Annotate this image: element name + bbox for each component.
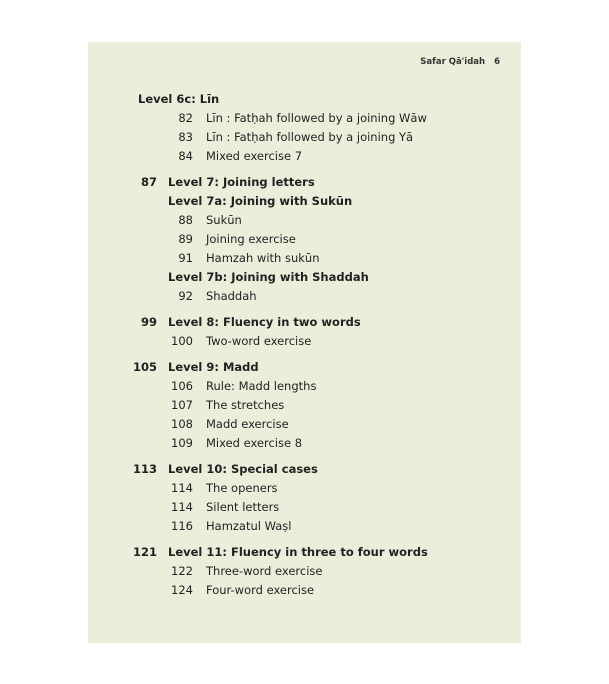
toc-entry	[88, 211, 521, 230]
toc-page-number: 109	[171, 436, 193, 450]
toc-entry	[88, 147, 521, 166]
toc-title: Hamzah with sukūn	[206, 251, 320, 265]
toc-page-number: 100	[171, 334, 193, 348]
toc-entry	[88, 377, 521, 396]
toc-entry	[88, 517, 521, 536]
toc-page-number: 107	[171, 398, 193, 412]
toc-section-heading	[88, 313, 521, 332]
toc-entry	[88, 109, 521, 128]
toc-section-heading	[88, 268, 521, 287]
toc-page-number: 114	[171, 481, 193, 495]
toc-page-number: 124	[171, 583, 193, 597]
toc-entry	[88, 396, 521, 415]
toc-title: Level 8: Fluency in two words	[168, 315, 361, 329]
toc-page-number: 91	[178, 251, 193, 265]
toc-title: Rule: Madd lengths	[206, 379, 317, 393]
toc-page-number: 108	[171, 417, 193, 431]
toc-page-number: 99	[140, 315, 157, 329]
toc-page-number: 89	[178, 232, 193, 246]
table-of-contents	[88, 90, 521, 600]
toc-entry	[88, 230, 521, 249]
toc-page-number: 114	[171, 500, 193, 514]
toc-title: Level 6c: Līn	[138, 92, 220, 106]
toc-title: Level 11: Fluency in three to four words	[168, 545, 428, 559]
toc-title: Līn : Fatḥah followed by a joining Wāw	[206, 111, 427, 125]
toc-title: Mixed exercise 8	[206, 436, 303, 450]
book-title: Safar Qā'idah	[420, 57, 486, 67]
toc-title: Level 7b: Joining with Shaddah	[168, 270, 369, 284]
toc-page-number: 116	[171, 519, 193, 533]
toc-title: Joining exercise	[206, 232, 296, 246]
toc-title: Two-word exercise	[206, 334, 312, 348]
toc-entry	[88, 415, 521, 434]
toc-page-number: 106	[171, 379, 193, 393]
toc-page-number: 82	[178, 111, 193, 125]
toc-entry	[88, 581, 521, 600]
toc-title: The stretches	[206, 398, 285, 412]
toc-entry	[88, 434, 521, 453]
toc-entry	[88, 128, 521, 147]
toc-page-number: 87	[140, 175, 157, 189]
toc-title: Level 9: Madd	[168, 360, 259, 374]
toc-title: The openers	[206, 481, 278, 495]
toc-title: Level 10: Special cases	[168, 462, 318, 476]
toc-section-heading	[88, 543, 521, 562]
toc-page-number: 105	[132, 360, 157, 374]
toc-title: Mixed exercise 7	[206, 149, 303, 163]
toc-section-heading	[88, 460, 521, 479]
toc-title: Level 7: Joining letters	[168, 175, 315, 189]
toc-section-heading	[88, 358, 521, 377]
toc-entry	[88, 562, 521, 581]
toc-page-number: 121	[132, 545, 157, 559]
toc-entry	[88, 332, 521, 351]
toc-section-heading	[88, 192, 521, 211]
toc-title: Shaddah	[206, 289, 257, 303]
toc-page-number: 83	[178, 130, 193, 144]
toc-entry	[88, 287, 521, 306]
toc-title: Hamzatul Waṣl	[206, 519, 292, 533]
page-number: 6	[494, 57, 500, 67]
running-header	[420, 57, 500, 67]
toc-title: Silent letters	[206, 500, 280, 514]
toc-section-heading	[88, 90, 521, 109]
toc-page-number: 84	[178, 149, 193, 163]
toc-page-number: 113	[132, 462, 157, 476]
toc-title: Level 7a: Joining with Sukūn	[168, 194, 353, 208]
toc-title: Madd exercise	[206, 417, 289, 431]
toc-title: Three-word exercise	[206, 564, 323, 578]
toc-title: Four-word exercise	[206, 583, 315, 597]
toc-title: Līn : Fatḥah followed by a joining Yā	[206, 130, 414, 144]
book-page	[88, 42, 521, 643]
toc-entry	[88, 479, 521, 498]
toc-title: Sukūn	[206, 213, 242, 227]
toc-entry	[88, 249, 521, 268]
toc-entry	[88, 498, 521, 517]
toc-section-heading	[88, 173, 521, 192]
toc-page-number: 92	[178, 289, 193, 303]
toc-page-number: 122	[171, 564, 193, 578]
toc-page-number: 88	[178, 213, 193, 227]
